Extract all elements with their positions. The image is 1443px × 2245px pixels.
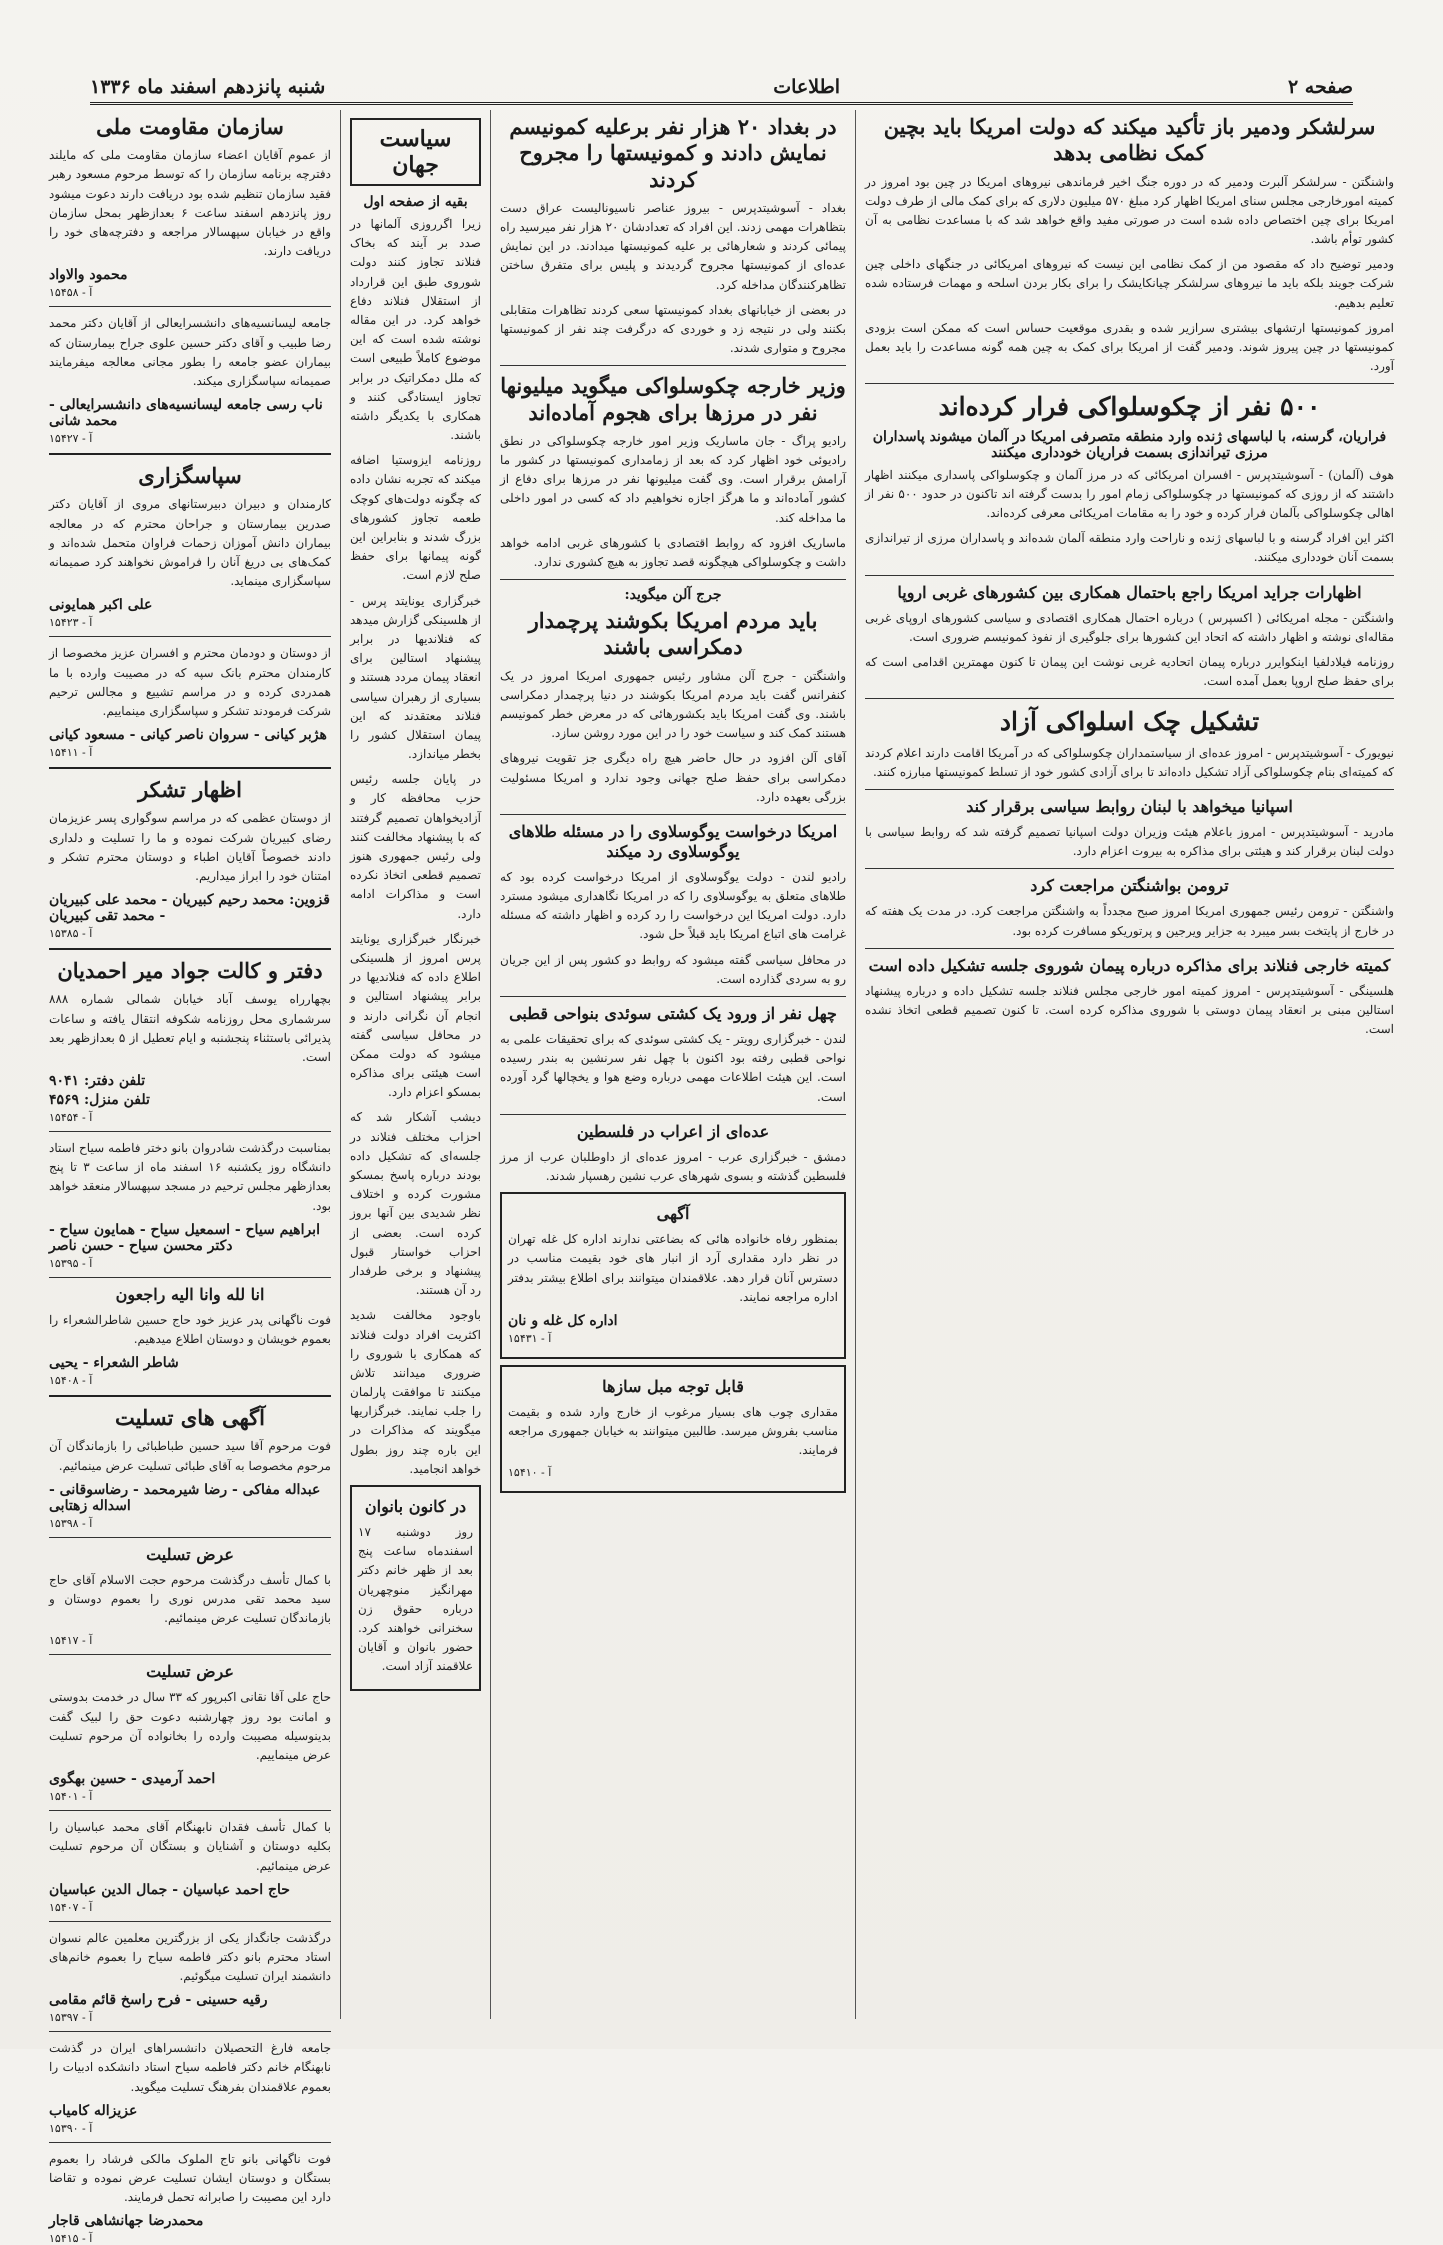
notice-code: آ - ۱۵۴۲۷	[49, 432, 93, 446]
notice-signature: رقیه حسینی - فرح راسخ قائم مقامی	[49, 1992, 268, 2009]
page-number: صفحه ۲	[1287, 76, 1353, 98]
article-body: اکثر این افراد گرسنه و با لباسهای ژنده و ناراحت وارد منطقه آلمان شده‌اند و پاسداران مرزی از تیراندازی بسمت آنان خودداری میکنند.	[865, 531, 1394, 565]
section-banner: سیاست جهان	[350, 118, 481, 186]
notice-body: فوت ناگهانی بانو تاج الملوک مالکی فرشاد را بعموم بستگان و دوستان ایشان تسلیت عرض نموده و تقاضا دارد این مصیبت را صابرانه تحمل فرمایند.	[49, 2151, 331, 2205]
ad-box	[500, 1192, 846, 1359]
notice-body: بمناسبت درگذشت شادروان بانو دختر فاطمه سیاح استاد دانشگاه روز یکشنبه ۱۶ اسفند ماه از ساعت ۳ تا پنج بعدازظهر مجلس ترحیم در مسجد سپهسالار منعقد خواهد بود.	[49, 1141, 332, 1213]
notice-code: آ - ۱۵۳۹۸	[49, 1516, 93, 1530]
notice-code: آ - ۱۵۴۰۸	[49, 1374, 93, 1388]
ad-headline: آگهی	[656, 1204, 690, 1224]
article-body: زیرا اگرروزی آلمانها در صدد بر آیند که بخاک فنلاند تجاوز کنند دولت شوروی طبق این قرارداد از استقلال فنلاند دفاع خواهد کرد. در این مقاله نوشته شده است که این موضوع کاملاً طبیعی است که ملل دمکراتیک در برابر تجاوز ایستادگی کنند و همکاری با یکدیگر داشته باشند.	[350, 217, 481, 443]
notice-section-headline: آگهی های تسلیت	[114, 1405, 266, 1431]
article-body: خبرگزاری یونایتد پرس - از هلسینکی گزارش میدهد که فنلاندیها در برابر پیشنهاد استالین برای انعقاد پیمان مردد هستند و بسیاری از رهبران سیاسی فنلاند معتقدند که این پیمان استقلال کشور را بخطر میاندازد.	[350, 593, 481, 762]
columns	[40, 110, 1403, 2245]
ad-headline: قابل توجه مبل سازها	[602, 1376, 744, 1396]
notice-headline: سپاسگزاری	[138, 463, 242, 489]
article-headline: سرلشکر ودمیر باز تأکید میکند که دولت امریکا باید بچین کمک نظامی بدهد	[883, 114, 1376, 166]
article-headline: اظهارات جراید امریکا راجع باحتمال همکاری بین کشورهای غربی اروپا	[897, 582, 1362, 602]
notice-signature: عزیزاله کامیاب	[49, 2102, 138, 2119]
notice-signature: قزوین: محمد رحیم کبیریان - محمد علی کبیریان - محمد تقی کبیریان	[49, 892, 330, 925]
article-headline: باید مردم امریکا بکوشند پرچمدار دمکراسی باشند	[528, 608, 818, 660]
notice-body: بچهارراه یوسف آباد خیابان شمالی شماره ۸۸۸ سرشماری محل روزنامه شکوفه انتقال یافته و ساعات پذیرائی باستثناء پنجشنبه و ایام تعطیل از ۵ بعدازظهر بعد است.	[49, 992, 331, 1064]
article-body: هلسینگی - آسوشیتدپرس - امروز کمیته امور خارجی مجلس فنلاند جلسه تشکیل داده و درباره پیشنهاد استالین مبنی بر انعقاد پیمان دوستی با شوروی مذاکره کرده است. تا کنون تصمیم قطعی اتخاذ نشده است.	[865, 983, 1394, 1037]
ad-code: آ - ۱۵۴۳۱	[508, 1331, 552, 1345]
article-body: واشنگتن - ترومن رئیس جمهوری امریکا امروز صبح مجدداً به واشنگتن مراجعت کرد. در مدت یک هفته که در خارج از پایتخت بسر میبرد به جزایر ویرجین و پرتوریکو مسافرت کرده بود.	[865, 904, 1394, 938]
column-news	[490, 110, 855, 2019]
article-headline: ۵۰۰ نفر از چکوسلواکی فرار کرده‌اند	[938, 392, 1321, 422]
column-international	[855, 110, 1403, 2019]
article-headline: در بغداد ۲۰ هزار نفر برعلیه کمونیسم نمایش دادند و کمونیستها را مجروح کردند	[509, 114, 837, 192]
notice-code: آ - ۱۵۳۹۰	[49, 2121, 93, 2135]
notice-code: آ - ۱۵۴۱۱	[49, 746, 93, 760]
notice-body: جامعه لیسانسیه‌های دانشسرایعالی از آقایان دکتر محمد رضا طبیب و آقای دکتر حسین علوی جراح بیمارستان که بیماران عضو جامعه را بطور مجانی معالجه میفرمایند صمیمانه سپاسگزاری میکند.	[49, 316, 331, 388]
article-headline: چهل نفر از ورود یک کشتی سوئدی بنواحی قطبی	[509, 1004, 837, 1023]
notice-body: فوت مرحوم آقا سید حسین طباطبائی را بازماندگان آن مرحوم مخصوصا به آقای طبائی تسلیت عرض مینمائیم.	[49, 1439, 331, 1473]
notice-code: آ - ۱۵۴۲۳	[49, 616, 93, 630]
article-headline: وزیر خارجه چکوسلواکی میگوید میلیونها نفر در مرزها برای هجوم آماده‌اند	[500, 373, 846, 425]
column-notices	[40, 110, 340, 2245]
paper-name: اطلاعات	[773, 76, 841, 98]
notice-box	[350, 1485, 481, 1691]
issue-date: شنبه پانزدهم اسفند ماه ۱۳۳۶	[90, 76, 326, 98]
article-headline: عده‌ای از اعراب در فلسطین	[576, 1121, 770, 1141]
notice-body: کارمندان و دبیران دبیرستانهای مروی از آقایان دکتر صدرین بیمارستان و جراحان محترم که در معالجه بیماران دانش آموزان زحمات فراوان متحمل شده‌اند و کمک‌های بی دریغ آنان را فراموش نخواهند کرد صمیمانه سپاسگزاری مینماید.	[49, 497, 331, 589]
notice-phone-office: تلفن دفتر: ۹۰۴۱	[49, 1073, 146, 1090]
article-subhead: فراریان، گرسنه، با لباسهای ژنده وارد منطقه متصرفی امریکا در آلمان میشوند پاسداران مرزی تیراندازی بسمت فراریان خودداری میکنند	[872, 428, 1387, 461]
article-body: واشنگتن - مجله امریکائی ( اکسپرس ) درباره احتمال همکاری اقتصادی و سیاسی کشورهای اروپای غربی مقاله‌ای نوشته و اظهار داشته که اتحاد این کشورها برای جلوگیری از نفوذ کمونیسم ضروری است.	[865, 610, 1394, 644]
article-headline: اسپانیا میخواهد با لبنان روابط سیاسی برقرار کند	[966, 796, 1293, 816]
article-body: هوف (آلمان) - آسوشیتدپرس - افسران امریکائی که در مرز آلمان و چکوسلواکی پاسداری میکنند اظهار داشتند که از روزی که کمونیستها در چکوسلواکی زمام امور را بدست گرفته اند تاکنون در حدود ۵۰۰ نفر از اهالی چکوسلواکی بآلمان فرار کرده و خود را به مقامات امریکائی معرفی کرده‌اند.	[865, 467, 1395, 520]
article-body: در پایان جلسه رئیس حزب محافظه کار و آزادیخواهان تصمیم گرفتند که با پیشنهاد مخالفت کنند ولی رئیس جمهوری هنوز تصمیم قطعی اتخاذ نکرده است و مذاکرات ادامه دارد.	[350, 772, 481, 921]
notice-signature: هژبر کیانی - سروان ناصر کیانی - مسعود کیانی	[49, 727, 327, 744]
article-body: واشنگتن - جرج آلن مشاور رئیس جمهوری امریکا امروز در یک کنفرانس گفت باید مردم امریکا بکوشند در دنیا پرچمدار دمکراسی باشند. وی گفت امریکا باید بکشورهائی که در معرض خطر کمونیسم هستند کمک کند و سیاست خود را در این مورد روشن سازد.	[500, 668, 846, 741]
article-body: باوجود مخالفت شدید اکثریت افراد دولت فنلاند که همکاری با شوروی را ضروری میدانند تلاش میکنند تا موافقت پارلمان را جلب نمایند. خبرگزاریها میگویند که مذاکرات در این باره چند روز بطول خواهد انجامید.	[350, 1308, 481, 1476]
notice-headline: عرض تسلیت	[146, 1662, 234, 1682]
notice-phone-home: تلفن منزل: ۴۵۶۹	[49, 1092, 150, 1109]
notice-body: از عموم آقایان اعضاء سازمان مقاومت ملی که مایلند دفترچه برنامه سازمان را که توسط مرحوم مسعود رهبر فقید سازمان تنظیم شده بود دریافت دارند دعوت میشود روز پانزدهم اسفند ساعت ۶ بعدازظهر بمحل سازمان واقع در خیابان سپهسالار مراجعه و دفترچه‌های خود را دریافت دارند.	[49, 148, 331, 259]
notice-body: از دوستان و دودمان محترم و افسران عزیز مخصوصا از کارمندان محترم بانک سپه که در مصیبت وارده با ما همدردی کرده و در مراسم تشییع و مجالس ترحیم شرکت فرمودند تشکر و سپاسگزاری مینماییم.	[49, 646, 331, 718]
notice-headline: در کانون بانوان	[364, 1497, 467, 1516]
article-kicker: جرج آلن میگوید:	[624, 587, 722, 604]
notice-signature: عبداله مفاکی - رضا شیرمحمد - رضاسوقانی - اسداله زهتابی	[49, 1481, 321, 1514]
notice-code: آ - ۱۵۳۸۵	[49, 927, 93, 941]
article-body: امروز کمونیستها ارتشهای بیشتری سرازیر شده و بقدری موقعیت حساس است که ممکن است بزودی کمونیستها در چین پیروز شوند. ودمیر گفت از امریکا برای کمک به چین همه گونه مساعدت را باید بعمل آورد.	[865, 320, 1394, 374]
notice-signature: علی اکبر همایونی	[49, 597, 153, 614]
notice-body: درگذشت جانگداز یکی از بزرگترین معلمین عالم نسوان استاد محترم بانو دکتر فاطمه سیاح را بعموم خانم‌های دانشمند ایران تسلیت میگوئیم.	[49, 1930, 331, 1984]
ad-body: بمنظور رفاه خانواده هائی که بضاعتی ندارند اداره کل غله تهران در نظر دارد مقداری آرد از انبار های خود بقیمت مناسب در دسترس آنان قرار دهد. علاقمندان میتوانند برای اطلاع بیشتر بدفتر اداره مراجعه نمایند.	[508, 1232, 838, 1304]
article-body: نیویورک - آسوشیتدپرس - امروز عده‌ای از سیاستمداران چکوسلواکی که در آمریکا اقامت دارند اعلام کردند که کمیته‌ای بنام چکوسلواکی آزاد تشکیل داده‌اند تا برای آزادی کشور خود از تسلط کمونیستها مبارزه کنند.	[865, 745, 1394, 779]
ad-box	[500, 1365, 846, 1494]
article-body: روزنامه فیلادلفیا اینکوایرر درباره پیمان اتحادیه غربی نوشت این پیمان تا کنون مهمترین اقدامی است که برای حفظ صلح اروپا بعمل آمده است.	[865, 654, 1394, 689]
article-body: در محافل سیاسی گفته میشود که روابط دو کشور پس از این جریان رو به سردی گذارده است.	[500, 952, 846, 986]
notice-body: با کمال تأسف درگذشت مرحوم حجت الاسلام آقای حاج سید محمد تقی مدرس نوری را بعموم دوستان و بازماندگان تسلیت عرض مینمائیم.	[49, 1572, 331, 1626]
article-headline: ترومن بواشنگتن مراجعت کرد	[1030, 876, 1229, 896]
notice-code: آ - ۱۵۳۹۵	[49, 1256, 93, 1270]
article-body: آقای آلن افزود در حال حاضر هیچ راه دیگری جز تقویت نیروهای دمکراسی برای حفظ صلح جهانی وجود ندارد و امریکا مسئولیت بزرگی بعهده دارد.	[500, 751, 846, 804]
article-body: خبرنگار خبرگزاری یونایتد پرس امروز از هلسینکی اطلاع داده که فنلاندیها در برابر پیشنهاد استالین و انجام آن نگرانی دارند و در محافل سیاسی گفته میشود که دولت ممکن است هیئتی برای مذاکره بمسکو اعزام دارد.	[350, 931, 481, 1100]
notice-code: آ - ۱۵۳۹۷	[49, 2011, 93, 2025]
article-body: در بعضی از خیابانهای بغداد کمونیستها سعی کردند تظاهرات متقابلی بکنند ولی در نتیجه زد و خوردی که درگرفت چند نفر از کمونیستها مجروح و متواری شدند.	[500, 302, 846, 356]
article-headline: امریکا درخواست یوگوسلاوی را در مسئله طلاهای یوگوسلاوی رد میکند	[508, 821, 838, 861]
notice-signature: محمود والاواد	[49, 267, 128, 284]
notice-signature: ناب رسی جامعه لیسانسیه‌های دانشسرایعالی - محمد شانی	[49, 397, 323, 430]
article-body: لندن - خبرگزاری رویتر - یک کشتی سوئدی که برای تحقیقات علمی به نواحی قطبی رفته بود اکنون با چهل نفر سرنشین به بندر رسیده است. این هیئت اطلاعات مهمی درباره وضع هوا و یخچالها گرد آورده است.	[500, 1032, 846, 1104]
article-body: ودمیر توضیح داد که مقصود من از کمک نظامی این نیست که نیروهای امریکائی در جنگهای داخلی چین شرکت جویند بلکه باید ما نیروهای سرلشکر چیانکایشک را برای بکار بردن اسلحه و مهمات فرستاده شده تعلیم بدهیم.	[865, 257, 1394, 310]
notice-headline: دفتر و کالت جواد میر احمدیان	[57, 958, 323, 984]
notice-signature: احمد آرمیدی - حسین بهگوی	[49, 1771, 216, 1788]
continued-label: بقیه از صفحه اول	[363, 194, 468, 210]
article-body: رادیو لندن - دولت یوگوسلاوی از امریکا درخواست کرده بود که طلاهای متعلق به یوگوسلاوی را که در امریکا نگاهداری میشود مسترد دارد. دولت امریکا این درخواست را رد کرده و اظهار داشته که مسئله غرامت های اتباع امریکا باید قبلاً حل شود.	[500, 869, 846, 942]
notice-code: آ - ۱۵۴۵۸	[49, 286, 93, 300]
article-body: روزنامه ایزوستیا اضافه میکند که تجربه نشان داده که چگونه دولت‌های کوچک طعمه تجاوز کشورهای بزرگ شدند و بنابراین این گونه پیمانها برای حفظ صلح لازم است.	[350, 453, 481, 583]
article-body: دیشب آشکار شد که احزاب مختلف فنلاند در جلسه‌ای که تشکیل داده بودند درباره پاسخ بمسکو مشورت کرده و اختلاف نظر شدیدی بین آنها بروز کرده است. بعضی از احزاب خواستار قبول پیشنهاد و برخی طرفدار رد آن هستند.	[350, 1110, 481, 1298]
notice-code: آ - ۱۵۴۱۷	[49, 1634, 93, 1648]
article-body: بغداد - آسوشیتدپرس - بیروز عناصر ناسیونالیست عراق دست بتظاهرات مهمی زدند. این افراد که تعدادشان ۲۰ هزار نفر میرسید راه پیمائی کردند و شعارهائی بر علیه کمونیستها میدادند. در این نمایش عده‌ای از کمونیستها مجروح گردیدند و پلیس برای متفرق ساختن تظاهرکنندگان مداخله کرد.	[500, 200, 846, 292]
notice-headline: سازمان مقاومت ملی	[96, 114, 284, 139]
article-body: دمشق - خبرگزاری عرب - امروز عده‌ای از داوطلبان عرب از مرز فلسطین گذشته و بسوی شهرهای عرب نشین رهسپار شدند.	[500, 1149, 846, 1183]
notice-signature: ابراهیم سیاح - اسمعیل سیاح - همایون سیاح - دکتر محسن سیاح - حسن ناصر	[49, 1221, 320, 1254]
notice-body: روز دوشنبه ۱۷ اسفندماه ساعت پنج بعد از ظهر خانم دکتر مهرانگیز منوچهریان درباره حقوق زن سخنرانی خواهند کرد. حضور بانوان و آقایان علاقمند آزاد است.	[358, 1525, 473, 1674]
notice-code: آ - ۱۵۴۰۷	[49, 1900, 93, 1914]
notice-body: با کمال تأسف فقدان نابهنگام آقای محمد عباسیان را بکلیه دوستان و آشنایان و بستگان آن مرحوم تسلیت عرض مینمائیم.	[49, 1820, 331, 1873]
notice-body: حاج علی آقا نقانی اکبرپور که ۳۳ سال در خدمت بدوستی و امانت بود روز چهارشنبه دعوت حق را لبیک گفت بدینوسیله مصیبت وارده را بخانواده آن مرحوم تسلیت عرض مینماییم.	[49, 1690, 331, 1762]
notice-code: آ - ۱۵۴۱۵	[49, 2232, 93, 2245]
article-body: واشنگتن - سرلشکر آلبرت ودمیر که در دوره جنگ اخیر فرماندهی نیروهای امریکا در چین بود امروز در کمیته امورخارجی مجلس سنای امریکا اظهار کرد مبلغ ۵۷۰ میلیون دلاری که برای کمک مالی از طرف دولت امریکا برای چین اختصاص داده شده است در صورتی مفید واقع خواهد شد که با مساعدت نظامی به آن کشور توأم باشد.	[864, 174, 1394, 247]
column-world-politics	[340, 110, 490, 2019]
notice-headline: انا لله وانا الیه راجعون	[115, 1284, 265, 1304]
notice-code: آ - ۱۵۴۰۱	[49, 1790, 93, 1804]
notice-body: فوت ناگهانی پدر عزیز خود حاج حسین شاطرالشعراء را بعموم خویشان و دوستان اطلاع میدهیم.	[49, 1312, 331, 1346]
article-headline: تشکیل چک اسلواکی آزاد	[999, 707, 1260, 737]
article-body: ماساریک افزود که روابط اقتصادی با کشورهای غربی ادامه خواهد داشت و چکوسلواکی هیچگونه قصد تجاوز به هیچ کشوری ندارد.	[500, 535, 846, 569]
article-body: مادرید - آسوشیتدپرس - امروز باعلام هیئت وزیران دولت اسپانیا تصمیم گرفته شد که روابط سیاسی با دولت لبنان برقرار کند و هیئتی برای مذاکره به بیروت اعزام دارد.	[865, 824, 1394, 859]
ad-body: مقداری چوب های بسیار مرغوب از خارج وارد شده و بقیمت مناسب بفروش میرسد. طالبین میتوانند به خیابان جمهوری مراجعه فرمایند.	[508, 1404, 838, 1458]
article-body: رادیو پراگ - جان ماساریک وزیر امور خارجه چکوسلواکی در نطق رادیوئی خود اظهار کرد که بعد از زمامداری کمونیستها در کشور ما آرامش برقرار است. وی گفت میلیونها نفر در مرزها برای دفاع از کشور آماده‌اند و ما هرگز اجازه نخواهیم داد که کسی در امور داخلی ما مداخله کند.	[500, 433, 846, 525]
notice-body: از دوستان عظمی که در مراسم سوگواری پسر عزیزمان رضای کبیریان شرکت نموده و ما را تسلیت و دلداری دادند خصوصاً آقایان اطباء و دوستان محترم تشکر و امتنان خود را ابراز میداریم.	[49, 811, 331, 883]
ad-code: آ - ۱۵۴۱۰	[508, 1466, 552, 1480]
article-headline: کمیته خارجی فنلاند برای مذاکره درباره پیمان شوروی جلسه تشکیل داده است	[868, 955, 1391, 975]
notice-headline: اظهار تشکر	[138, 777, 242, 803]
ad-signature: اداره کل غله و نان	[508, 1312, 618, 1329]
notice-headline: عرض تسلیت	[146, 1544, 234, 1564]
notice-signature: حاج احمد عباسیان - جمال الدین عباسیان	[49, 1881, 290, 1898]
notice-signature: شاطر الشعراء - یحیی	[49, 1355, 179, 1372]
notice-code: آ - ۱۵۴۵۴	[49, 1111, 93, 1125]
notice-signature: محمدرضا جهانشاهی قاجار	[49, 2213, 204, 2230]
masthead	[90, 66, 1353, 105]
notice-body: جامعه فارغ التحصیلان دانشسراهای ایران در گذشت نابهنگام خانم دکتر فاطمه سیاح استاد دانشکده ادبیات را بعموم علاقمندان بفرهنگ تسلیت میگوید.	[49, 2041, 331, 2094]
